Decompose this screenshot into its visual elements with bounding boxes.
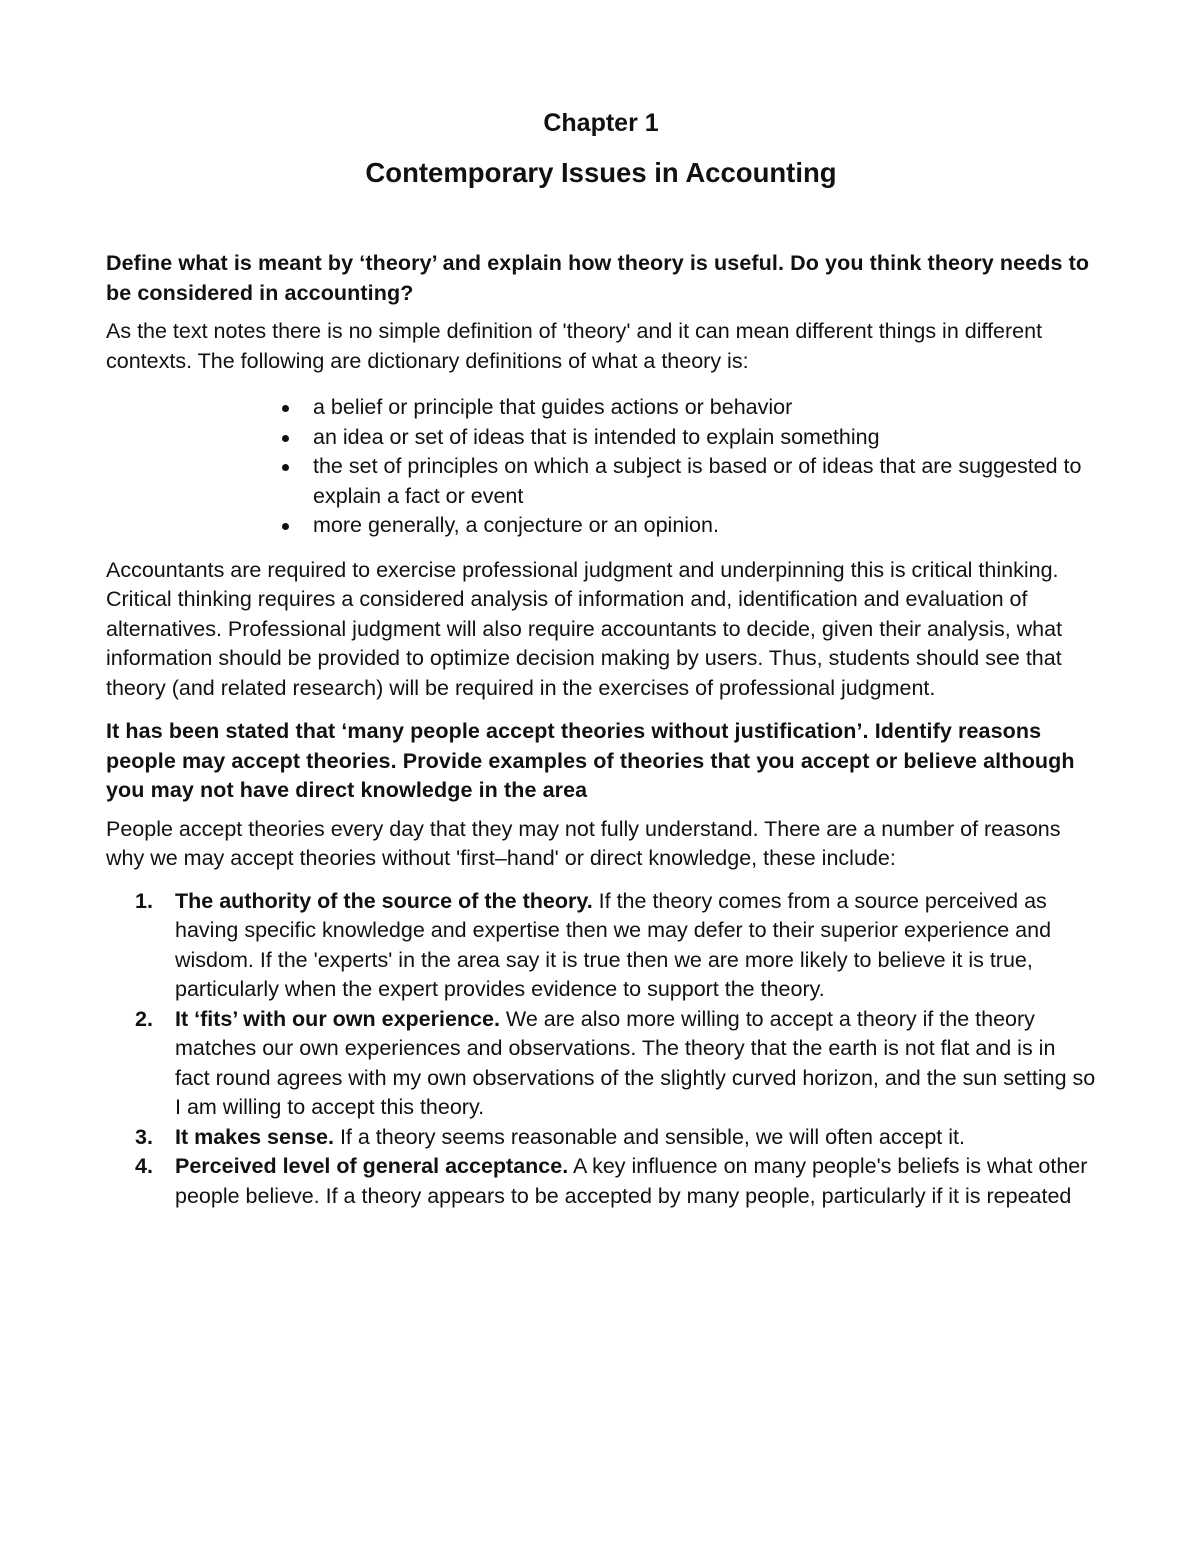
list-item xyxy=(313,393,1096,423)
reason-lead: Perceived level of general acceptance. xyxy=(175,1154,569,1178)
reason-text: If the theory comes from a source perceived as having specific knowledge and expertise then we may defer to their superior experience and wisdom. If the 'experts' in the area say it is true then we are more likely to believe it is true, particularly when the expert provides evidence to support the theory. xyxy=(175,888,1052,1001)
list-item xyxy=(135,1005,1096,1123)
list-number: 2. xyxy=(135,1006,153,1031)
reason-text: A key influence on many people's beliefs is what other people believe. If a theory appears to be accepted by many people, particularly if it is repeated xyxy=(175,1154,1088,1208)
reason-text: If a theory seems reasonable and sensible, we will often accept it. xyxy=(333,1124,965,1149)
bullet-icon xyxy=(282,523,289,530)
question-1: Define what is meant by ‘theory’ and explain how theory is useful. Do you think theory needs to be considered in accounting? xyxy=(106,251,1090,305)
reason-lead: It ‘fits’ with our own experience. xyxy=(175,1006,500,1031)
bullet-icon xyxy=(282,405,289,412)
list-item-text: an idea or set of ideas that is intended to explain something xyxy=(313,424,880,449)
list-item xyxy=(135,1123,1096,1153)
question-2: It has been stated that ‘many people accept theories without justification’. Identify reasons people may accept theories. Provide examples of theories that you accept or believe although you may not have direct knowledge in the area xyxy=(106,719,1075,802)
list-item xyxy=(135,1152,1096,1211)
reason-text: We are also more willing to accept a theory if the theory matches our own experiences and observations. The theory that the earth is not flat and is in fact round agrees with my own observations of the slightly curved horizon, and the sun setting so I am willing to accept this theory. xyxy=(175,1006,1096,1119)
question-1-conclusion: Accountants are required to exercise professional judgment and underpinning this is critical thinking. Critical thinking requires a considered analysis of information and, identification and evaluation of alternatives. Professional judgment will also require accountants to decide, given their analysis, what information should be provided to optimize decision making by users. Thus, students should see that theory (and related research) will be required in the exercises of professional judgment. xyxy=(106,557,1063,700)
list-number: 3. xyxy=(135,1124,153,1149)
list-item-text: the set of principles on which a subject is based or of ideas that are suggested to explain a fact or event xyxy=(313,454,1082,508)
list-item-text: a belief or principle that guides actions or behavior xyxy=(313,395,793,419)
definition-list xyxy=(106,393,1096,541)
list-number: 1. xyxy=(135,888,153,913)
list-item xyxy=(313,423,1096,453)
list-item xyxy=(313,452,1096,511)
reason-lead: The authority of the source of the theory. xyxy=(175,888,593,913)
reason-lead: It makes sense. xyxy=(175,1124,334,1149)
list-item xyxy=(313,511,1096,541)
list-item-text: more generally, a conjecture or an opinion. xyxy=(313,513,719,537)
question-2-intro: People accept theories every day that they may not fully understand. There are a number of reasons why we may accept theories without 'first–hand' or direct knowledge, these include: xyxy=(106,816,1061,870)
reasons-list xyxy=(106,887,1096,1212)
chapter-heading: Chapter 1 xyxy=(543,109,659,137)
list-item xyxy=(135,887,1096,1005)
list-number: 4. xyxy=(135,1154,153,1178)
question-1-intro: As the text notes there is no simple definition of 'theory' and it can mean different things in different contexts. The following are dictionary definitions of what a theory is: xyxy=(106,319,1043,373)
bullet-icon xyxy=(282,464,289,471)
bullet-icon xyxy=(282,435,289,442)
document-title: Contemporary Issues in Accounting xyxy=(365,157,837,188)
